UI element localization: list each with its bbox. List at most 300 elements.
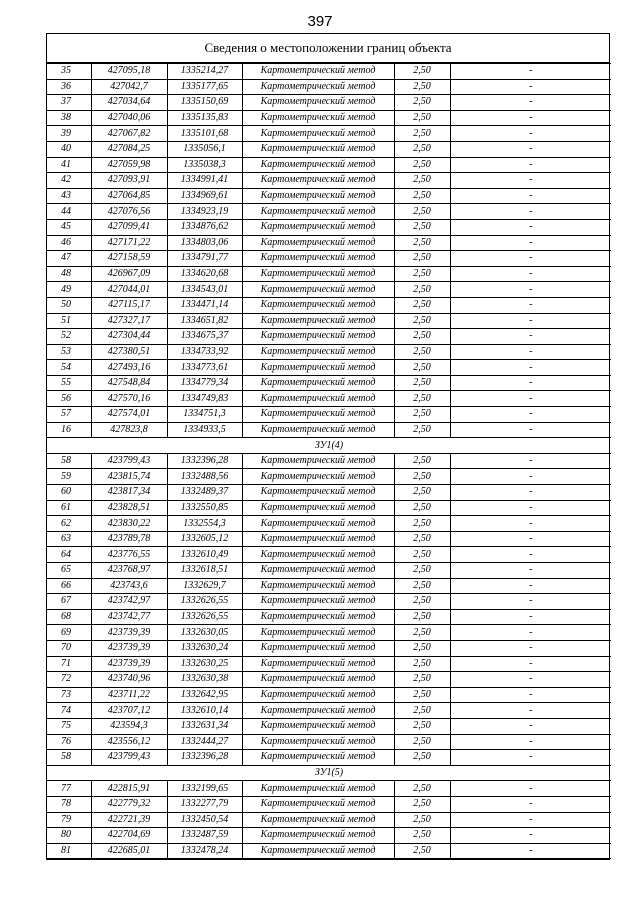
description-cell: - (450, 703, 611, 719)
precision-cell: 2,50 (394, 812, 450, 828)
x-coordinate-cell: 427059,98 (91, 157, 167, 173)
x-coordinate-cell: 427493,16 (91, 360, 167, 376)
description-cell: - (450, 219, 611, 235)
description-cell: - (450, 204, 611, 220)
table-row (47, 329, 611, 345)
boundary-table-sheet (46, 33, 610, 860)
y-coordinate-cell: 1332610,49 (167, 547, 242, 563)
y-coordinate-cell: 1332630,24 (167, 640, 242, 656)
table-row (47, 282, 611, 298)
point-number-cell: 60 (47, 485, 91, 501)
section-label: ЗУ1(4) (47, 438, 611, 454)
description-cell: - (450, 672, 611, 688)
x-coordinate-cell: 427171,22 (91, 235, 167, 251)
point-number-cell: 79 (47, 812, 91, 828)
coordinates-table-body (47, 64, 611, 859)
point-number-cell: 78 (47, 796, 91, 812)
description-cell: - (450, 640, 611, 656)
description-cell: - (450, 375, 611, 391)
precision-cell: 2,50 (394, 718, 450, 734)
method-cell: Картометрический метод (242, 594, 394, 610)
method-cell: Картометрический метод (242, 282, 394, 298)
x-coordinate-cell: 427548,84 (91, 375, 167, 391)
description-cell: - (450, 687, 611, 703)
section-row (47, 438, 611, 454)
x-coordinate-cell: 423828,51 (91, 500, 167, 516)
description-cell: - (450, 656, 611, 672)
precision-cell: 2,50 (394, 141, 450, 157)
method-cell: Картометрический метод (242, 360, 394, 376)
table-row (47, 485, 611, 501)
y-coordinate-cell: 1334791,77 (167, 251, 242, 267)
x-coordinate-cell: 427034,64 (91, 95, 167, 111)
y-coordinate-cell: 1332554,3 (167, 516, 242, 532)
description-cell: - (450, 485, 611, 501)
point-number-cell: 77 (47, 781, 91, 797)
x-coordinate-cell: 423776,55 (91, 547, 167, 563)
y-coordinate-cell: 1334651,82 (167, 313, 242, 329)
precision-cell: 2,50 (394, 251, 450, 267)
point-number-cell: 56 (47, 391, 91, 407)
x-coordinate-cell: 423789,78 (91, 531, 167, 547)
precision-cell: 2,50 (394, 204, 450, 220)
method-cell: Картометрический метод (242, 531, 394, 547)
x-coordinate-cell: 422704,69 (91, 828, 167, 844)
precision-cell: 2,50 (394, 422, 450, 438)
method-cell: Картометрический метод (242, 375, 394, 391)
method-cell: Картометрический метод (242, 796, 394, 812)
y-coordinate-cell: 1335214,27 (167, 64, 242, 80)
table-row (47, 157, 611, 173)
x-coordinate-cell: 427042,7 (91, 79, 167, 95)
method-cell: Картометрический метод (242, 687, 394, 703)
method-cell: Картометрический метод (242, 251, 394, 267)
precision-cell: 2,50 (394, 672, 450, 688)
precision-cell: 2,50 (394, 64, 450, 80)
point-number-cell: 67 (47, 594, 91, 610)
section-label: ЗУ1(5) (47, 765, 611, 781)
table-row (47, 563, 611, 579)
precision-cell: 2,50 (394, 282, 450, 298)
table-row (47, 625, 611, 641)
x-coordinate-cell: 427099,41 (91, 219, 167, 235)
method-cell: Картометрический метод (242, 219, 394, 235)
table-row (47, 453, 611, 469)
point-number-cell: 51 (47, 313, 91, 329)
point-number-cell: 64 (47, 547, 91, 563)
precision-cell: 2,50 (394, 360, 450, 376)
method-cell: Картометрический метод (242, 734, 394, 750)
x-coordinate-cell: 423830,22 (91, 516, 167, 532)
point-number-cell: 75 (47, 718, 91, 734)
precision-cell: 2,50 (394, 828, 450, 844)
description-cell: - (450, 173, 611, 189)
precision-cell: 2,50 (394, 469, 450, 485)
table-row (47, 126, 611, 142)
precision-cell: 2,50 (394, 313, 450, 329)
y-coordinate-cell: 1332630,25 (167, 656, 242, 672)
method-cell: Картометрический метод (242, 843, 394, 859)
method-cell: Картометрический метод (242, 235, 394, 251)
x-coordinate-cell: 423556,12 (91, 734, 167, 750)
y-coordinate-cell: 1332626,55 (167, 609, 242, 625)
x-coordinate-cell: 423739,39 (91, 640, 167, 656)
y-coordinate-cell: 1332478,24 (167, 843, 242, 859)
description-cell: - (450, 79, 611, 95)
precision-cell: 2,50 (394, 391, 450, 407)
method-cell: Картометрический метод (242, 500, 394, 516)
description-cell: - (450, 282, 611, 298)
coordinates-table (47, 63, 611, 859)
precision-cell: 2,50 (394, 188, 450, 204)
precision-cell: 2,50 (394, 703, 450, 719)
description-cell: - (450, 469, 611, 485)
description-cell: - (450, 578, 611, 594)
y-coordinate-cell: 1334471,14 (167, 297, 242, 313)
description-cell: - (450, 781, 611, 797)
precision-cell: 2,50 (394, 687, 450, 703)
table-row (47, 516, 611, 532)
x-coordinate-cell: 422721,39 (91, 812, 167, 828)
method-cell: Картометрический метод (242, 656, 394, 672)
method-cell: Картометрический метод (242, 828, 394, 844)
y-coordinate-cell: 1334675,37 (167, 329, 242, 345)
point-number-cell: 70 (47, 640, 91, 656)
x-coordinate-cell: 427064,85 (91, 188, 167, 204)
precision-cell: 2,50 (394, 781, 450, 797)
x-coordinate-cell: 423742,77 (91, 609, 167, 625)
y-coordinate-cell: 1332630,38 (167, 672, 242, 688)
y-coordinate-cell: 1332629,7 (167, 578, 242, 594)
method-cell: Картометрический метод (242, 391, 394, 407)
method-cell: Картометрический метод (242, 453, 394, 469)
table-row (47, 500, 611, 516)
y-coordinate-cell: 1332489,37 (167, 485, 242, 501)
x-coordinate-cell: 423799,43 (91, 750, 167, 766)
table-row (47, 781, 611, 797)
description-cell: - (450, 407, 611, 423)
point-number-cell: 71 (47, 656, 91, 672)
y-coordinate-cell: 1332199,65 (167, 781, 242, 797)
y-coordinate-cell: 1334991,41 (167, 173, 242, 189)
point-number-cell: 61 (47, 500, 91, 516)
description-cell: - (450, 360, 611, 376)
method-cell: Картометрический метод (242, 640, 394, 656)
description-cell: - (450, 516, 611, 532)
y-coordinate-cell: 1332630,05 (167, 625, 242, 641)
table-row (47, 843, 611, 859)
point-number-cell: 63 (47, 531, 91, 547)
description-cell: - (450, 609, 611, 625)
description-cell: - (450, 329, 611, 345)
x-coordinate-cell: 427084,25 (91, 141, 167, 157)
description-cell: - (450, 188, 611, 204)
table-row (47, 95, 611, 111)
point-number-cell: 57 (47, 407, 91, 423)
table-row (47, 547, 611, 563)
point-number-cell: 66 (47, 578, 91, 594)
point-number-cell: 62 (47, 516, 91, 532)
table-row (47, 594, 611, 610)
x-coordinate-cell: 427574,01 (91, 407, 167, 423)
table-row (47, 407, 611, 423)
precision-cell: 2,50 (394, 126, 450, 142)
precision-cell: 2,50 (394, 609, 450, 625)
table-row (47, 219, 611, 235)
x-coordinate-cell: 422685,01 (91, 843, 167, 859)
x-coordinate-cell: 427115,17 (91, 297, 167, 313)
point-number-cell: 73 (47, 687, 91, 703)
description-cell: - (450, 531, 611, 547)
y-coordinate-cell: 1332550,85 (167, 500, 242, 516)
precision-cell: 2,50 (394, 578, 450, 594)
method-cell: Картометрический метод (242, 95, 394, 111)
description-cell: - (450, 141, 611, 157)
y-coordinate-cell: 1334803,06 (167, 235, 242, 251)
point-number-cell: 46 (47, 235, 91, 251)
precision-cell: 2,50 (394, 407, 450, 423)
table-row (47, 656, 611, 672)
point-number-cell: 58 (47, 750, 91, 766)
x-coordinate-cell: 427093,91 (91, 173, 167, 189)
y-coordinate-cell: 1334923,19 (167, 204, 242, 220)
description-cell: - (450, 563, 611, 579)
table-row (47, 266, 611, 282)
x-coordinate-cell: 423740,96 (91, 672, 167, 688)
y-coordinate-cell: 1335101,68 (167, 126, 242, 142)
method-cell: Картометрический метод (242, 703, 394, 719)
table-row (47, 344, 611, 360)
precision-cell: 2,50 (394, 297, 450, 313)
method-cell: Картометрический метод (242, 407, 394, 423)
precision-cell: 2,50 (394, 843, 450, 859)
precision-cell: 2,50 (394, 266, 450, 282)
table-row (47, 204, 611, 220)
point-number-cell: 54 (47, 360, 91, 376)
table-row (47, 297, 611, 313)
y-coordinate-cell: 1332626,55 (167, 594, 242, 610)
page-number: 397 (307, 13, 333, 30)
table-row (47, 235, 611, 251)
x-coordinate-cell: 427570,16 (91, 391, 167, 407)
y-coordinate-cell: 1335038,3 (167, 157, 242, 173)
table-row (47, 64, 611, 80)
method-cell: Картометрический метод (242, 204, 394, 220)
method-cell: Картометрический метод (242, 313, 394, 329)
y-coordinate-cell: 1332618,51 (167, 563, 242, 579)
method-cell: Картометрический метод (242, 469, 394, 485)
table-row (47, 796, 611, 812)
description-cell: - (450, 843, 611, 859)
x-coordinate-cell: 423594,3 (91, 718, 167, 734)
precision-cell: 2,50 (394, 625, 450, 641)
y-coordinate-cell: 1332277,79 (167, 796, 242, 812)
table-row (47, 703, 611, 719)
x-coordinate-cell: 427076,56 (91, 204, 167, 220)
y-coordinate-cell: 1334773,61 (167, 360, 242, 376)
precision-cell: 2,50 (394, 750, 450, 766)
table-row (47, 173, 611, 189)
description-cell: - (450, 313, 611, 329)
point-number-cell: 68 (47, 609, 91, 625)
section-row (47, 765, 611, 781)
y-coordinate-cell: 1335056,1 (167, 141, 242, 157)
table-row (47, 375, 611, 391)
point-number-cell: 59 (47, 469, 91, 485)
x-coordinate-cell: 423742,97 (91, 594, 167, 610)
y-coordinate-cell: 1334933,5 (167, 422, 242, 438)
point-number-cell: 58 (47, 453, 91, 469)
point-number-cell: 76 (47, 734, 91, 750)
table-row (47, 734, 611, 750)
y-coordinate-cell: 1334620,68 (167, 266, 242, 282)
table-row (47, 750, 611, 766)
y-coordinate-cell: 1334876,62 (167, 219, 242, 235)
description-cell: - (450, 828, 611, 844)
x-coordinate-cell: 427044,01 (91, 282, 167, 298)
point-number-cell: 44 (47, 204, 91, 220)
table-row (47, 313, 611, 329)
x-coordinate-cell: 422779,32 (91, 796, 167, 812)
point-number-cell: 81 (47, 843, 91, 859)
precision-cell: 2,50 (394, 453, 450, 469)
method-cell: Картометрический метод (242, 64, 394, 80)
point-number-cell: 53 (47, 344, 91, 360)
description-cell: - (450, 718, 611, 734)
point-number-cell: 74 (47, 703, 91, 719)
point-number-cell: 50 (47, 297, 91, 313)
method-cell: Картометрический метод (242, 625, 394, 641)
table-row (47, 188, 611, 204)
method-cell: Картометрический метод (242, 173, 394, 189)
table-row (47, 251, 611, 267)
x-coordinate-cell: 427095,18 (91, 64, 167, 80)
method-cell: Картометрический метод (242, 750, 394, 766)
point-number-cell: 43 (47, 188, 91, 204)
method-cell: Картометрический метод (242, 718, 394, 734)
description-cell: - (450, 812, 611, 828)
method-cell: Картометрический метод (242, 781, 394, 797)
description-cell: - (450, 500, 611, 516)
description-cell: - (450, 750, 611, 766)
x-coordinate-cell: 422815,91 (91, 781, 167, 797)
description-cell: - (450, 64, 611, 80)
precision-cell: 2,50 (394, 235, 450, 251)
point-number-cell: 42 (47, 173, 91, 189)
point-number-cell: 45 (47, 219, 91, 235)
precision-cell: 2,50 (394, 79, 450, 95)
point-number-cell: 55 (47, 375, 91, 391)
y-coordinate-cell: 1334751,3 (167, 407, 242, 423)
description-cell: - (450, 796, 611, 812)
precision-cell: 2,50 (394, 375, 450, 391)
precision-cell: 2,50 (394, 734, 450, 750)
point-number-cell: 48 (47, 266, 91, 282)
precision-cell: 2,50 (394, 219, 450, 235)
precision-cell: 2,50 (394, 173, 450, 189)
method-cell: Картометрический метод (242, 609, 394, 625)
description-cell: - (450, 110, 611, 126)
description-cell: - (450, 251, 611, 267)
table-row (47, 672, 611, 688)
description-cell: - (450, 391, 611, 407)
y-coordinate-cell: 1332488,56 (167, 469, 242, 485)
point-number-cell: 35 (47, 64, 91, 80)
precision-cell: 2,50 (394, 531, 450, 547)
x-coordinate-cell: 427823,8 (91, 422, 167, 438)
point-number-cell: 69 (47, 625, 91, 641)
x-coordinate-cell: 427380,51 (91, 344, 167, 360)
y-coordinate-cell: 1332605,12 (167, 531, 242, 547)
table-row (47, 640, 611, 656)
y-coordinate-cell: 1334969,61 (167, 188, 242, 204)
precision-cell: 2,50 (394, 485, 450, 501)
point-number-cell: 65 (47, 563, 91, 579)
x-coordinate-cell: 427304,44 (91, 329, 167, 345)
x-coordinate-cell: 427040,06 (91, 110, 167, 126)
precision-cell: 2,50 (394, 110, 450, 126)
precision-cell: 2,50 (394, 547, 450, 563)
table-row (47, 609, 611, 625)
method-cell: Картометрический метод (242, 344, 394, 360)
point-number-cell: 41 (47, 157, 91, 173)
method-cell: Картометрический метод (242, 516, 394, 532)
table-row (47, 79, 611, 95)
description-cell: - (450, 297, 611, 313)
description-cell: - (450, 625, 611, 641)
y-coordinate-cell: 1334543,01 (167, 282, 242, 298)
y-coordinate-cell: 1332631,34 (167, 718, 242, 734)
y-coordinate-cell: 1335177,65 (167, 79, 242, 95)
method-cell: Картометрический метод (242, 812, 394, 828)
table-row (47, 828, 611, 844)
description-cell: - (450, 422, 611, 438)
x-coordinate-cell: 423817,34 (91, 485, 167, 501)
y-coordinate-cell: 1332642,95 (167, 687, 242, 703)
precision-cell: 2,50 (394, 329, 450, 345)
y-coordinate-cell: 1332396,28 (167, 453, 242, 469)
y-coordinate-cell: 1332487,59 (167, 828, 242, 844)
description-cell: - (450, 594, 611, 610)
table-title: Сведения о местоположении границ объекта (47, 34, 609, 63)
description-cell: - (450, 266, 611, 282)
method-cell: Картометрический метод (242, 79, 394, 95)
method-cell: Картометрический метод (242, 329, 394, 345)
precision-cell: 2,50 (394, 157, 450, 173)
y-coordinate-cell: 1332610,14 (167, 703, 242, 719)
x-coordinate-cell: 423739,39 (91, 656, 167, 672)
table-row (47, 391, 611, 407)
description-cell: - (450, 95, 611, 111)
y-coordinate-cell: 1332396,28 (167, 750, 242, 766)
precision-cell: 2,50 (394, 656, 450, 672)
point-number-cell: 37 (47, 95, 91, 111)
table-row (47, 422, 611, 438)
method-cell: Картометрический метод (242, 297, 394, 313)
table-row (47, 578, 611, 594)
point-number-cell: 38 (47, 110, 91, 126)
point-number-cell: 52 (47, 329, 91, 345)
x-coordinate-cell: 427327,17 (91, 313, 167, 329)
method-cell: Картометрический метод (242, 485, 394, 501)
table-row (47, 718, 611, 734)
table-row (47, 531, 611, 547)
x-coordinate-cell: 423707,12 (91, 703, 167, 719)
method-cell: Картометрический метод (242, 110, 394, 126)
x-coordinate-cell: 423711,22 (91, 687, 167, 703)
x-coordinate-cell: 423799,43 (91, 453, 167, 469)
precision-cell: 2,50 (394, 344, 450, 360)
